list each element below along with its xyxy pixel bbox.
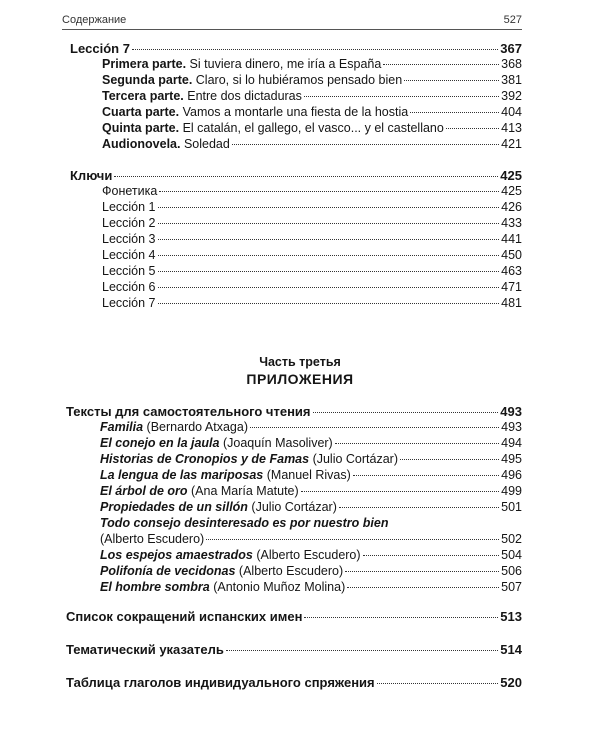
toc-page-number: 404 (501, 105, 522, 119)
dot-leader (339, 507, 499, 508)
toc-entry-keys-item[interactable] (102, 200, 522, 215)
toc-page-number: 481 (501, 296, 522, 310)
toc-entry-reading-item[interactable] (100, 564, 522, 579)
story-title: Propiedades de un sillón (100, 500, 248, 514)
dot-leader (335, 443, 499, 444)
toc-entry-title: Фонетика (102, 184, 158, 198)
toc-entry-title: Список сокращений испанских имен (66, 609, 303, 624)
story-title: El árbol de oro (100, 484, 188, 498)
toc-entry-reading-item[interactable] (100, 436, 522, 451)
dot-leader (114, 176, 498, 177)
toc-entry-title: Ключи (70, 168, 113, 183)
story-author: (Alberto Escudero) (235, 564, 344, 578)
toc-entry-tercera-parte[interactable] (102, 89, 522, 104)
story-title: El hombre sombra (100, 580, 210, 594)
toc-entry-cuarta-parte[interactable] (102, 105, 522, 120)
toc-page-number: 493 (501, 420, 522, 434)
toc-entry-title: Тематический указатель (66, 642, 224, 657)
toc-page-number: 425 (501, 184, 522, 198)
story-author: (Antonio Muñoz Molina) (209, 580, 346, 594)
part-label: Tercera parte. (102, 89, 184, 103)
toc-entry-title: Lección 2 (102, 216, 156, 230)
story-author: (Manuel Rivas) (263, 468, 351, 482)
toc-page-number: 471 (501, 280, 522, 294)
toc-entry-title: Lección 7 (102, 296, 156, 310)
dot-leader (353, 475, 499, 476)
story-title[interactable]: Todo consejo desinteresado es por nuestro bien (100, 516, 389, 530)
dot-leader (158, 223, 500, 224)
toc-entry-leccion-7[interactable] (70, 41, 522, 56)
header-rule (62, 29, 522, 30)
story-author: (Alberto Escudero) (100, 532, 205, 546)
toc-page-number: 514 (500, 642, 522, 657)
toc-entry-reading-item[interactable] (100, 500, 522, 515)
dot-leader (363, 555, 500, 556)
toc-page-number: 413 (501, 121, 522, 135)
toc-entry-keys-item[interactable] (102, 264, 522, 279)
toc-page-number: 450 (501, 248, 522, 262)
toc-page-number: 368 (501, 57, 522, 71)
story-author: (Ana María Matute) (187, 484, 299, 498)
part-title: ПРИЛОЖЕНИЯ (246, 371, 354, 387)
part-title: Si tuviera dinero, me iría a España (186, 57, 382, 71)
toc-page-number: 502 (501, 532, 522, 546)
story-title: Familia (100, 420, 144, 434)
toc-entry-reading-item[interactable] (100, 484, 522, 499)
toc-entry-verb-table[interactable] (66, 675, 522, 690)
toc-entry-abbreviations[interactable] (66, 609, 522, 624)
dot-leader (132, 49, 498, 50)
story-title: Historias de Cronopios y de Famas (100, 452, 310, 466)
toc-entry-keys[interactable] (70, 168, 522, 183)
part-title: Claro, si lo hubiéramos pensado bien (192, 73, 403, 87)
story-title: Los espejos amaestrados (100, 548, 253, 562)
toc-entry-keys-item[interactable] (102, 248, 522, 263)
toc-entry-reading-item[interactable] (100, 420, 522, 435)
toc-entry-title: Тексты для самостоятельного чтения (66, 404, 311, 419)
toc-entry-title: Lección 1 (102, 200, 156, 214)
dot-leader (159, 191, 499, 192)
toc-page-number: 496 (501, 468, 522, 482)
toc-entry-audionovela[interactable] (102, 137, 522, 152)
dot-leader (404, 80, 499, 81)
toc-entry-title: Lección 6 (102, 280, 156, 294)
part-label: Quinta parte. (102, 121, 180, 135)
running-header-page-number: 527 (503, 14, 522, 26)
running-header (62, 13, 522, 29)
toc-page-number: 513 (500, 609, 522, 624)
part-title: Soledad (180, 137, 230, 151)
dot-leader (158, 271, 500, 272)
dot-leader (158, 303, 500, 304)
dot-leader (345, 571, 499, 572)
part-label: Segunda parte. (102, 73, 193, 87)
dot-leader (446, 128, 499, 129)
story-author: (Julio Cortázar) (247, 500, 337, 514)
toc-entry-reading-item[interactable] (100, 580, 522, 595)
part-label: Audionovela. (102, 137, 181, 151)
story-title: Polifonía de vecidonas (100, 564, 236, 578)
toc-entry-segunda-parte[interactable] (102, 73, 522, 88)
story-author: (Joaquín Masoliver) (219, 436, 333, 450)
toc-page-number: 499 (501, 484, 522, 498)
toc-entry-title: Lección 7 (70, 41, 130, 56)
toc-page-number: 381 (501, 73, 522, 87)
dot-leader (410, 112, 499, 113)
toc-entry-primera-parte[interactable] (102, 57, 522, 72)
toc-page-number: 507 (501, 580, 522, 594)
toc-entry-keys-item[interactable] (102, 296, 522, 311)
toc-entry-quinta-parte[interactable] (102, 121, 522, 136)
toc-entry-title: Таблица глаголов индивидуального спряжения (66, 675, 375, 690)
toc-entry-reading-texts[interactable] (66, 404, 522, 419)
toc-entry-thematic-index[interactable] (66, 642, 522, 657)
toc-page-number: 504 (501, 548, 522, 562)
toc-entry-keys-item[interactable] (102, 216, 522, 231)
toc-page-number: 421 (501, 137, 522, 151)
dot-leader (250, 427, 499, 428)
part-title: El catalán, el gallego, el vasco... y el castellano (179, 121, 444, 135)
story-title: El conejo en la jaula (100, 436, 220, 450)
dot-leader (158, 287, 500, 288)
toc-entry-reading-item[interactable] (100, 468, 522, 483)
toc-page-number: 367 (500, 41, 522, 56)
toc-page-number: 426 (501, 200, 522, 214)
toc-page-number: 441 (501, 232, 522, 246)
toc-entry-title: Lección 4 (102, 248, 156, 262)
story-author: (Julio Cortázar) (309, 452, 399, 466)
part-label: Primera parte. (102, 57, 187, 71)
toc-entry-keys-item[interactable] (102, 232, 522, 247)
dot-leader (158, 255, 500, 256)
toc-page-number: 425 (500, 168, 522, 183)
toc-page-number: 520 (500, 675, 522, 690)
toc-entry-title: Lección 5 (102, 264, 156, 278)
dot-leader (347, 587, 499, 588)
part-title: Entre dos dictaduras (183, 89, 302, 103)
dot-leader (304, 96, 499, 97)
dot-leader (400, 459, 499, 460)
dot-leader (158, 239, 500, 240)
toc-page-number: 463 (501, 264, 522, 278)
part-subtitle: Часть третья (259, 355, 341, 369)
toc-entry-title: Lección 3 (102, 232, 156, 246)
toc-entry-reading-item[interactable] (100, 452, 522, 467)
dot-leader (304, 617, 498, 618)
dot-leader (383, 64, 499, 65)
toc-entry-keys-item[interactable] (102, 280, 522, 295)
part-title: Vamos a montarle una fiesta de la hostia (179, 105, 409, 119)
running-header-title: Содержание (62, 14, 127, 26)
part-label: Cuarta parte. (102, 105, 180, 119)
toc-page-number: 501 (501, 500, 522, 514)
story-title: La lengua de las mariposas (100, 468, 264, 482)
toc-page-number: 433 (501, 216, 522, 230)
toc-entry-reading-item[interactable] (100, 532, 522, 547)
dot-leader (206, 539, 499, 540)
dot-leader (232, 144, 499, 145)
toc-page-number: 392 (501, 89, 522, 103)
dot-leader (313, 412, 499, 413)
toc-entry-reading-item[interactable] (100, 548, 522, 563)
toc-page-number: 495 (501, 452, 522, 466)
dot-leader (301, 491, 499, 492)
dot-leader (226, 650, 498, 651)
dot-leader (158, 207, 500, 208)
toc-page-number: 493 (500, 404, 522, 419)
toc-entry-keys-item[interactable] (102, 184, 522, 199)
dot-leader (377, 683, 499, 684)
story-author: (Bernardo Atxaga) (143, 420, 248, 434)
toc-page-number: 506 (501, 564, 522, 578)
toc-page-number: 494 (501, 436, 522, 450)
story-author: (Alberto Escudero) (252, 548, 361, 562)
